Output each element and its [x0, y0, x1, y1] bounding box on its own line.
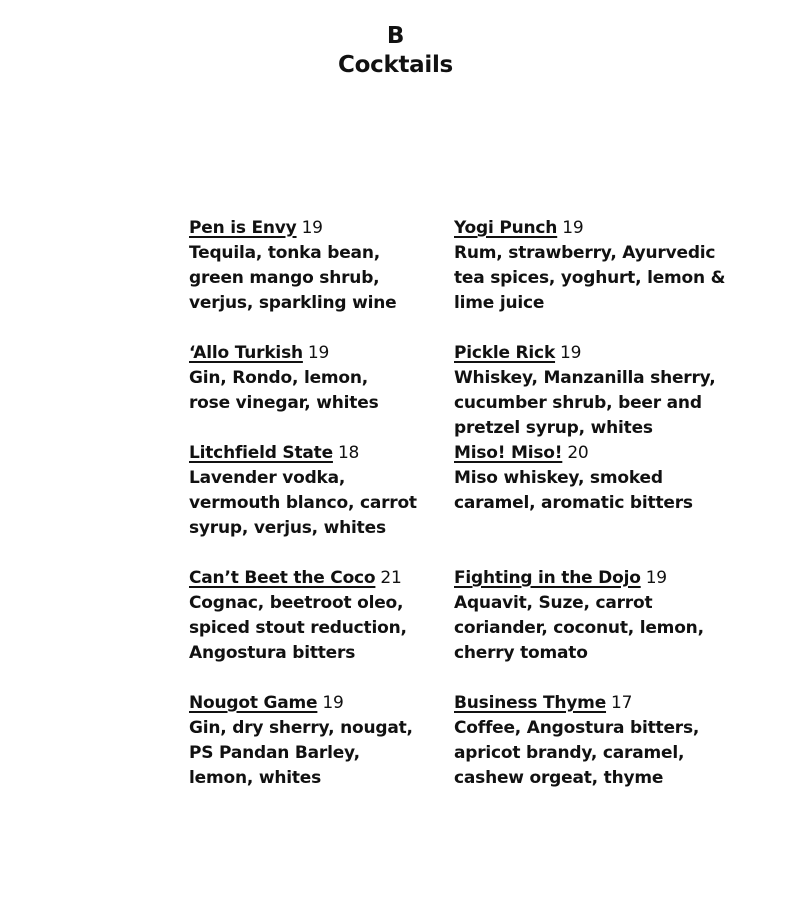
cocktail-name: Business Thyme — [454, 693, 607, 713]
cocktail-ingredients — [454, 241, 725, 316]
cocktail-name: Pen is Envy — [189, 218, 297, 238]
cocktail-ingredients — [189, 241, 396, 316]
cocktail-ingredients — [454, 366, 716, 441]
ingredient-line: cucumber shrub, beer and — [454, 393, 702, 413]
ingredient-line: coriander, coconut, lemon, — [454, 618, 704, 638]
ingredient-line: Lavender vodka, — [189, 468, 346, 488]
ingredient-line: Angostura bitters — [189, 643, 356, 663]
cocktail-name: Litchfield State — [189, 443, 333, 463]
cocktail-ingredients — [454, 716, 699, 791]
cocktail-price: 19 — [301, 218, 323, 238]
venue-mark: B — [386, 23, 405, 49]
ingredient-line: Coffee, Angostura bitters, — [454, 718, 700, 738]
ingredient-line: PS Pandan Barley, — [189, 743, 360, 763]
menu-item — [454, 441, 693, 516]
ingredient-line: Tequila, tonka bean, — [189, 243, 380, 263]
ingredient-line: Rum, strawberry, Ayurvedic — [454, 243, 716, 263]
cocktail-ingredients — [454, 591, 704, 666]
cocktail-price: 19 — [560, 343, 582, 363]
ingredient-line: Cognac, beetroot oleo, — [189, 593, 404, 613]
cocktail-name: Pickle Rick — [454, 343, 556, 363]
ingredient-line: Gin, dry sherry, nougat, — [189, 718, 413, 738]
cocktail-name: Fighting in the Dojo — [454, 568, 641, 588]
ingredient-line: tea spices, yoghurt, lemon & — [454, 268, 726, 288]
menu-item — [189, 691, 413, 791]
menu-item — [189, 216, 396, 316]
menu-item — [454, 566, 704, 666]
cocktail-price: 20 — [567, 443, 589, 463]
cocktail-ingredients — [189, 591, 407, 666]
menu-item — [454, 691, 699, 791]
cocktail-price: 19 — [645, 568, 667, 588]
ingredient-line: verjus, sparkling wine — [189, 293, 397, 313]
ingredient-line: Whiskey, Manzanilla sherry, — [454, 368, 716, 388]
cocktail-price: 17 — [611, 693, 633, 713]
ingredient-line: green mango shrub, — [189, 268, 380, 288]
cocktail-price: 19 — [307, 343, 330, 363]
cocktail-name: ‘Allo Turkish — [189, 343, 303, 363]
ingredient-line: lime juice — [454, 293, 545, 313]
cocktail-name: Nougot Game — [189, 693, 318, 713]
menu-header — [0, 22, 791, 80]
ingredient-line: spiced stout reduction, — [189, 618, 407, 638]
cocktail-ingredients — [189, 716, 413, 791]
cocktail-price: 19 — [562, 218, 584, 238]
menu-item — [454, 216, 725, 316]
cocktail-name: Miso! Miso! — [454, 443, 563, 463]
menu-item — [189, 566, 407, 666]
ingredient-line: rose vinegar, whites — [189, 393, 379, 413]
menu-item — [454, 341, 716, 441]
ingredient-line: cherry tomato — [454, 643, 588, 663]
cocktail-price: 18 — [337, 443, 360, 463]
ingredient-line: vermouth blanco, carrot — [189, 493, 417, 513]
ingredient-line: Aquavit, Suze, carrot — [454, 593, 653, 613]
cocktail-ingredients — [454, 466, 693, 516]
ingredient-line: caramel, aromatic bitters — [454, 493, 693, 513]
page-title: Cocktails — [338, 52, 453, 78]
menu-item — [189, 341, 378, 416]
ingredient-line: pretzel syrup, whites — [454, 418, 653, 438]
ingredient-line: apricot brandy, caramel, — [454, 743, 685, 763]
menu-item — [189, 441, 417, 541]
cocktail-name: Can’t Beet the Coco — [189, 568, 376, 588]
ingredient-line: syrup, verjus, whites — [189, 518, 386, 538]
cocktail-price: 19 — [322, 693, 344, 713]
cocktail-name: Yogi Punch — [454, 218, 558, 238]
ingredient-line: lemon, whites — [189, 768, 322, 788]
cocktail-price: 21 — [380, 568, 402, 588]
ingredient-line: cashew orgeat, thyme — [454, 768, 664, 788]
ingredient-line: Gin, Rondo, lemon, — [189, 368, 369, 388]
cocktail-ingredients — [189, 466, 417, 541]
ingredient-line: Miso whiskey, smoked — [454, 468, 663, 488]
cocktail-ingredients — [189, 366, 378, 416]
